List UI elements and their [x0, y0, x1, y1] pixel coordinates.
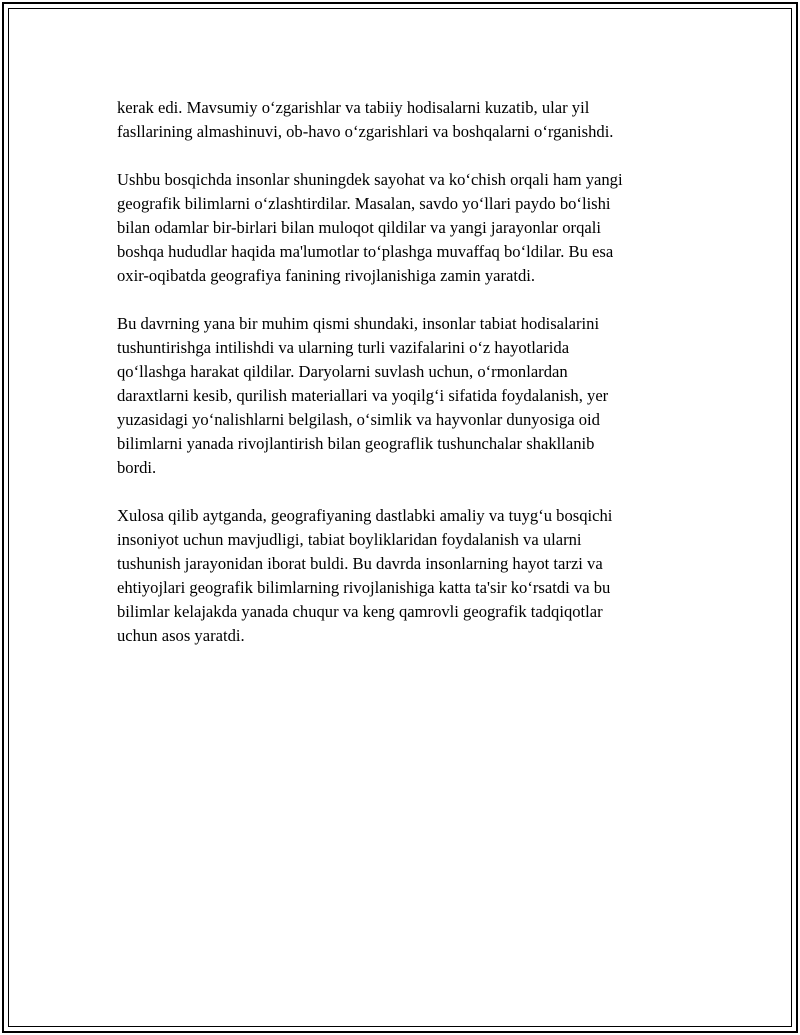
- document-page: [2, 2, 798, 1033]
- paragraph-3: Bu davrning yana bir muhim qismi shundaki, insonlar tabiat hodisalarini tushuntirishga intilishdi va ularning turli vazifalarini o‘z hayotlarida qo‘llashga harakat qildilar. Daryolarni suvlash uchun, o‘rmonlardan daraxtlarni kesib, qurilish materiallari va yoqilg‘i sifatida foydalanish, yer yuzasidagi yo‘nalishlarni belgilash, o‘simlik va hayvonlar dunyosiga oid bilimlarni yanada rivojlantirish bilan geograflik tushunchalar shakllanib bordi.: [117, 314, 609, 477]
- paragraph-4: Xulosa qilib aytganda, geografiyaning dastlabki amaliy va tuyg‘u bosqichi insoniyot uchun mavjudligi, tabiat boyliklaridan foydalanish va ularni tushunish jarayonidan iborat buldi. Bu davrda insonlarning hayot tarzi va ehtiyojlari geografik bilimlarning rivojlanishiga katta ta'sir ko‘rsatdi va bu bilimlar kelajakda yanada chuqur va keng qamrovli geografik tadqiqotlar uchun asos yaratdi.: [117, 506, 613, 645]
- paragraph-1: kerak edi. Mavsumiy o‘zgarishlar va tabiiy hodisalarni kuzatib, ular yil fasllarining almashinuvi, ob-havo o‘zgarishlari va boshqalarni o‘rganishdi.: [117, 98, 614, 141]
- document-body: [117, 96, 697, 672]
- paragraph-2: Ushbu bosqichda insonlar shuningdek sayohat va ko‘chish orqali ham yangi geografik bilimlarni o‘zlashtirdilar. Masalan, savdo yo‘llari paydo bo‘lishi bilan odamlar bir-birlari bilan muloqot qildilar va yangi jarayonlar orqali boshqa hududlar haqida ma'lumotlar to‘plashga muvaffaq bo‘ldilar. Bu esa oxir-oqibatda geografiya fanining rivojlanishiga zamin yaratdi.: [117, 170, 623, 285]
